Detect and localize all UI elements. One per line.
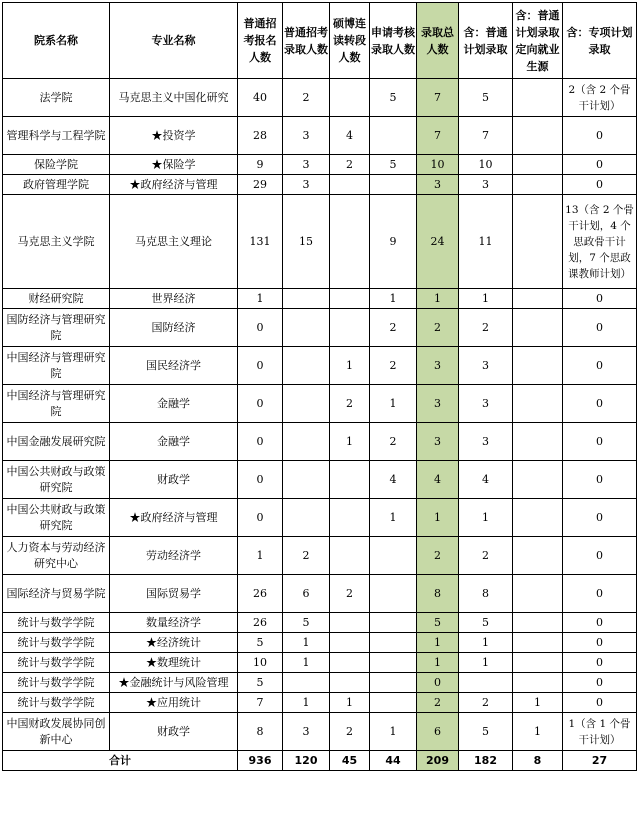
header-dept: 院系名称 [3, 3, 110, 79]
cell-special-plan: 0 [563, 633, 637, 653]
cell-major: 世界经济 [110, 289, 238, 309]
cell-major: 数量经济学 [110, 613, 238, 633]
total-applicants: 936 [238, 751, 283, 771]
cell-major: ★政府经济与管理 [110, 175, 238, 195]
cell-application-review [370, 693, 417, 713]
cell-major: ★经济统计 [110, 633, 238, 653]
cell-major: ★数理统计 [110, 653, 238, 673]
cell-regular-admitted: 3 [283, 175, 330, 195]
cell-regular-admitted [283, 461, 330, 499]
cell-major: ★应用统计 [110, 693, 238, 713]
cell-dept: 保险学院 [3, 155, 110, 175]
cell-application-review [370, 653, 417, 673]
cell-total-admitted: 2 [417, 693, 459, 713]
cell-major: 国防经济 [110, 309, 238, 347]
cell-dept: 马克思主义学院 [3, 195, 110, 289]
header-special-plan: 含：专项计划录取 [563, 3, 637, 79]
cell-directed-employment [513, 385, 563, 423]
cell-applicants: 26 [238, 613, 283, 633]
cell-dept: 中国公共财政与政策研究院 [3, 499, 110, 537]
cell-applicants: 5 [238, 633, 283, 653]
cell-regular-admitted: 15 [283, 195, 330, 289]
cell-special-plan: 0 [563, 613, 637, 633]
cell-applicants: 28 [238, 117, 283, 155]
table-row [3, 673, 637, 693]
cell-total-admitted: 3 [417, 423, 459, 461]
cell-special-plan: 0 [563, 309, 637, 347]
cell-applicants: 1 [238, 537, 283, 575]
cell-regular-plan: 4 [459, 461, 513, 499]
cell-major: 劳动经济学 [110, 537, 238, 575]
cell-dept: 中国金融发展研究院 [3, 423, 110, 461]
cell-total-admitted: 5 [417, 613, 459, 633]
cell-dept: 统计与数学学院 [3, 633, 110, 653]
cell-dept: 政府管理学院 [3, 175, 110, 195]
cell-directed-employment [513, 175, 563, 195]
admissions-table [2, 2, 637, 771]
header-md-phd-transfer: 硕博连读转段人数 [330, 3, 370, 79]
cell-regular-admitted: 1 [283, 693, 330, 713]
cell-regular-admitted: 3 [283, 117, 330, 155]
cell-dept: 中国公共财政与政策研究院 [3, 461, 110, 499]
cell-total-admitted: 7 [417, 117, 459, 155]
cell-total-admitted: 6 [417, 713, 459, 751]
header-total-admitted: 录取总人数 [417, 3, 459, 79]
cell-regular-admitted: 6 [283, 575, 330, 613]
header-directed-employment: 含：普通计划录取定向就业生源 [513, 3, 563, 79]
cell-total-admitted: 3 [417, 385, 459, 423]
cell-applicants: 131 [238, 195, 283, 289]
cell-applicants: 7 [238, 693, 283, 713]
cell-dept: 法学院 [3, 79, 110, 117]
cell-application-review: 9 [370, 195, 417, 289]
cell-regular-admitted: 1 [283, 653, 330, 673]
header-regular-admitted: 普通招考录取人数 [283, 3, 330, 79]
cell-total-admitted: 8 [417, 575, 459, 613]
cell-regular-admitted [283, 289, 330, 309]
table-row [3, 175, 637, 195]
header-major: 专业名称 [110, 3, 238, 79]
cell-major: ★政府经济与管理 [110, 499, 238, 537]
cell-regular-plan: 1 [459, 633, 513, 653]
cell-special-plan: 0 [563, 423, 637, 461]
cell-application-review: 2 [370, 347, 417, 385]
cell-regular-plan: 3 [459, 175, 513, 195]
table-row [3, 653, 637, 673]
cell-major: 国民经济学 [110, 347, 238, 385]
table-row [3, 347, 637, 385]
table-row [3, 575, 637, 613]
cell-md-phd-transfer [330, 289, 370, 309]
cell-dept: 统计与数学学院 [3, 613, 110, 633]
cell-regular-plan: 1 [459, 499, 513, 537]
cell-application-review [370, 537, 417, 575]
cell-regular-plan: 7 [459, 117, 513, 155]
cell-regular-plan: 8 [459, 575, 513, 613]
cell-applicants: 0 [238, 385, 283, 423]
cell-md-phd-transfer: 2 [330, 155, 370, 175]
total-row [3, 751, 637, 771]
table-row [3, 461, 637, 499]
cell-dept: 国防经济与管理研究院 [3, 309, 110, 347]
total-regular-plan: 182 [459, 751, 513, 771]
cell-special-plan: 2（含 2 个骨干计划） [563, 79, 637, 117]
total-application-review: 44 [370, 751, 417, 771]
cell-dept: 人力资本与劳动经济研究中心 [3, 537, 110, 575]
cell-applicants: 0 [238, 347, 283, 385]
cell-regular-plan: 1 [459, 289, 513, 309]
cell-application-review: 1 [370, 289, 417, 309]
cell-total-admitted: 7 [417, 79, 459, 117]
table-row [3, 79, 637, 117]
table-row [3, 423, 637, 461]
table-row [3, 117, 637, 155]
table-row [3, 613, 637, 633]
cell-application-review [370, 175, 417, 195]
cell-applicants: 10 [238, 653, 283, 673]
cell-directed-employment: 1 [513, 693, 563, 713]
cell-major: ★金融统计与风险管理 [110, 673, 238, 693]
total-special-plan: 27 [563, 751, 637, 771]
cell-md-phd-transfer: 1 [330, 693, 370, 713]
cell-directed-employment [513, 499, 563, 537]
cell-regular-admitted [283, 423, 330, 461]
cell-md-phd-transfer [330, 461, 370, 499]
cell-major: 金融学 [110, 385, 238, 423]
cell-application-review [370, 575, 417, 613]
cell-applicants: 26 [238, 575, 283, 613]
cell-md-phd-transfer: 2 [330, 575, 370, 613]
table-row [3, 633, 637, 653]
cell-directed-employment [513, 673, 563, 693]
cell-regular-plan: 10 [459, 155, 513, 175]
table-row [3, 537, 637, 575]
table-row [3, 385, 637, 423]
cell-md-phd-transfer: 2 [330, 713, 370, 751]
cell-directed-employment [513, 461, 563, 499]
cell-directed-employment [513, 309, 563, 347]
cell-total-admitted: 1 [417, 499, 459, 537]
cell-dept: 中国经济与管理研究院 [3, 385, 110, 423]
total-label: 合计 [3, 751, 238, 771]
cell-special-plan: 0 [563, 461, 637, 499]
cell-total-admitted: 24 [417, 195, 459, 289]
cell-application-review: 4 [370, 461, 417, 499]
cell-special-plan: 0 [563, 347, 637, 385]
cell-dept: 中国经济与管理研究院 [3, 347, 110, 385]
cell-application-review [370, 613, 417, 633]
cell-md-phd-transfer: 2 [330, 385, 370, 423]
cell-total-admitted: 3 [417, 347, 459, 385]
cell-regular-plan: 5 [459, 79, 513, 117]
total-md-phd-transfer: 45 [330, 751, 370, 771]
cell-application-review [370, 117, 417, 155]
total-directed-employment: 8 [513, 751, 563, 771]
cell-regular-plan: 2 [459, 537, 513, 575]
cell-directed-employment: 1 [513, 713, 563, 751]
header-row [3, 3, 637, 79]
cell-dept: 中国财政发展协同创新中心 [3, 713, 110, 751]
cell-regular-admitted [283, 309, 330, 347]
cell-dept: 财经研究院 [3, 289, 110, 309]
cell-regular-plan: 5 [459, 713, 513, 751]
cell-major: 国际贸易学 [110, 575, 238, 613]
cell-directed-employment [513, 613, 563, 633]
cell-applicants: 40 [238, 79, 283, 117]
cell-special-plan: 0 [563, 653, 637, 673]
cell-application-review: 5 [370, 155, 417, 175]
cell-directed-employment [513, 117, 563, 155]
cell-dept: 统计与数学学院 [3, 693, 110, 713]
cell-directed-employment [513, 575, 563, 613]
cell-total-admitted: 10 [417, 155, 459, 175]
cell-special-plan: 0 [563, 537, 637, 575]
cell-dept: 统计与数学学院 [3, 653, 110, 673]
cell-applicants: 0 [238, 499, 283, 537]
cell-regular-admitted: 3 [283, 713, 330, 751]
cell-md-phd-transfer [330, 79, 370, 117]
cell-md-phd-transfer: 1 [330, 423, 370, 461]
cell-applicants: 0 [238, 309, 283, 347]
cell-regular-admitted [283, 673, 330, 693]
cell-special-plan: 0 [563, 175, 637, 195]
table-row [3, 693, 637, 713]
cell-special-plan: 0 [563, 693, 637, 713]
cell-applicants: 0 [238, 423, 283, 461]
cell-regular-plan: 2 [459, 693, 513, 713]
cell-special-plan: 0 [563, 575, 637, 613]
cell-regular-admitted [283, 347, 330, 385]
cell-total-admitted: 4 [417, 461, 459, 499]
cell-regular-plan: 3 [459, 385, 513, 423]
cell-total-admitted: 1 [417, 289, 459, 309]
header-applicants: 普通招考报名人数 [238, 3, 283, 79]
cell-regular-plan: 5 [459, 613, 513, 633]
cell-regular-admitted: 2 [283, 79, 330, 117]
cell-special-plan: 0 [563, 673, 637, 693]
table-row [3, 289, 637, 309]
total-admitted: 209 [417, 751, 459, 771]
cell-special-plan: 0 [563, 385, 637, 423]
header-application-review: 申请考核录取人数 [370, 3, 417, 79]
cell-md-phd-transfer [330, 537, 370, 575]
cell-application-review: 2 [370, 309, 417, 347]
cell-application-review: 1 [370, 499, 417, 537]
cell-applicants: 0 [238, 461, 283, 499]
cell-major: 财政学 [110, 713, 238, 751]
cell-directed-employment [513, 653, 563, 673]
cell-total-admitted: 0 [417, 673, 459, 693]
cell-major: 金融学 [110, 423, 238, 461]
cell-applicants: 9 [238, 155, 283, 175]
cell-application-review: 1 [370, 713, 417, 751]
cell-total-admitted: 1 [417, 633, 459, 653]
table-row [3, 309, 637, 347]
cell-regular-plan: 2 [459, 309, 513, 347]
cell-applicants: 29 [238, 175, 283, 195]
cell-major: 财政学 [110, 461, 238, 499]
cell-total-admitted: 1 [417, 653, 459, 673]
table-row [3, 155, 637, 175]
cell-major: ★保险学 [110, 155, 238, 175]
cell-major: 马克思主义中国化研究 [110, 79, 238, 117]
cell-application-review: 2 [370, 423, 417, 461]
cell-dept: 统计与数学学院 [3, 673, 110, 693]
cell-directed-employment [513, 347, 563, 385]
cell-application-review [370, 673, 417, 693]
cell-md-phd-transfer [330, 499, 370, 537]
cell-special-plan: 1（含 1 个骨干计划） [563, 713, 637, 751]
cell-regular-plan: 1 [459, 653, 513, 673]
cell-md-phd-transfer [330, 633, 370, 653]
cell-applicants: 5 [238, 673, 283, 693]
cell-total-admitted: 2 [417, 537, 459, 575]
total-regular-admitted: 120 [283, 751, 330, 771]
cell-total-admitted: 2 [417, 309, 459, 347]
table-row [3, 195, 637, 289]
cell-md-phd-transfer [330, 195, 370, 289]
cell-regular-admitted: 2 [283, 537, 330, 575]
cell-special-plan: 0 [563, 117, 637, 155]
cell-directed-employment [513, 79, 563, 117]
cell-md-phd-transfer: 1 [330, 347, 370, 385]
table-row [3, 713, 637, 751]
table-row [3, 499, 637, 537]
cell-directed-employment [513, 289, 563, 309]
cell-md-phd-transfer [330, 653, 370, 673]
cell-applicants: 8 [238, 713, 283, 751]
cell-directed-employment [513, 423, 563, 461]
cell-dept: 国际经济与贸易学院 [3, 575, 110, 613]
cell-regular-plan [459, 673, 513, 693]
cell-md-phd-transfer [330, 673, 370, 693]
cell-special-plan: 0 [563, 155, 637, 175]
cell-application-review [370, 633, 417, 653]
cell-special-plan: 0 [563, 289, 637, 309]
cell-major: 马克思主义理论 [110, 195, 238, 289]
cell-regular-plan: 3 [459, 423, 513, 461]
cell-md-phd-transfer: 4 [330, 117, 370, 155]
cell-total-admitted: 3 [417, 175, 459, 195]
cell-directed-employment [513, 633, 563, 653]
cell-special-plan: 0 [563, 499, 637, 537]
cell-regular-admitted: 3 [283, 155, 330, 175]
header-regular-plan: 含：普通计划录取 [459, 3, 513, 79]
cell-md-phd-transfer [330, 613, 370, 633]
cell-directed-employment [513, 155, 563, 175]
cell-regular-admitted [283, 499, 330, 537]
cell-special-plan: 13（含 2 个骨干计划，4 个思政骨干计划，7 个思政课教师计划） [563, 195, 637, 289]
cell-regular-admitted: 5 [283, 613, 330, 633]
cell-md-phd-transfer [330, 175, 370, 195]
cell-application-review: 5 [370, 79, 417, 117]
cell-md-phd-transfer [330, 309, 370, 347]
cell-directed-employment [513, 195, 563, 289]
cell-application-review: 1 [370, 385, 417, 423]
cell-regular-admitted: 1 [283, 633, 330, 653]
cell-regular-plan: 3 [459, 347, 513, 385]
cell-regular-admitted [283, 385, 330, 423]
cell-dept: 管理科学与工程学院 [3, 117, 110, 155]
cell-regular-plan: 11 [459, 195, 513, 289]
cell-applicants: 1 [238, 289, 283, 309]
cell-directed-employment [513, 537, 563, 575]
cell-major: ★投资学 [110, 117, 238, 155]
